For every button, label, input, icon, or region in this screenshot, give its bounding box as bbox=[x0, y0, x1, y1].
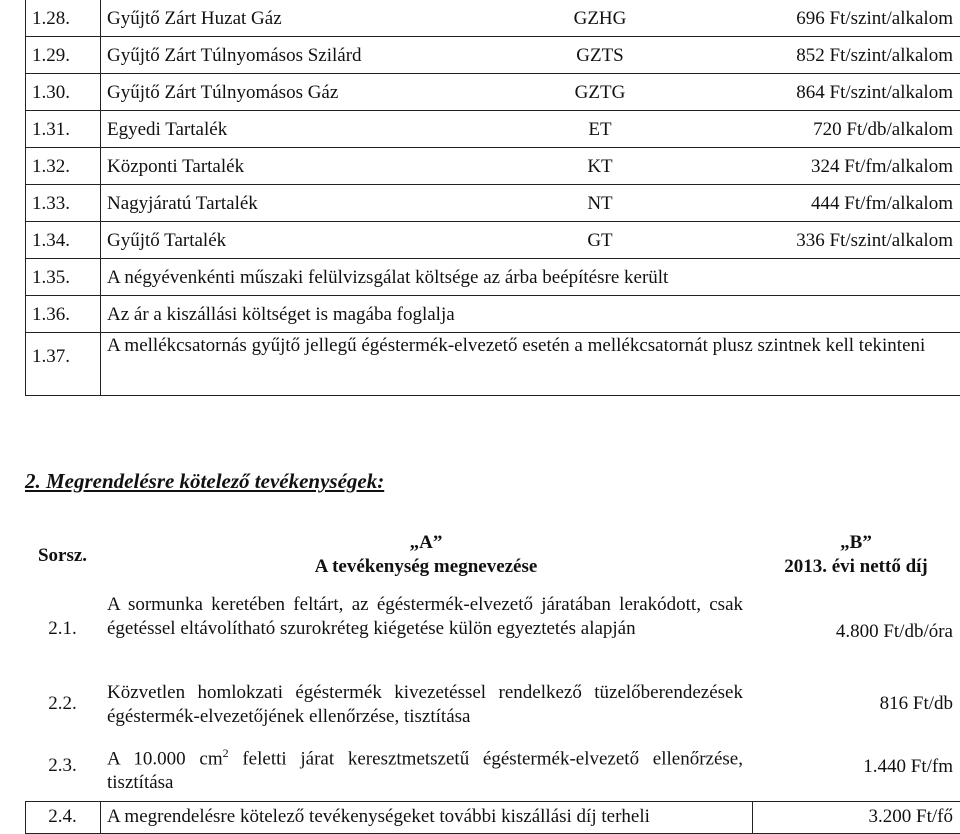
row-description: Közvetlen homlokzati égéstermék kivezetéssel rendelkező tüzelőberendezések égéstermék-elvezetőjének ellenőrzése, tisztítása bbox=[107, 682, 743, 727]
row-description-end: feletti járat keresztmetszetű égéstermék-elvezető ellenőrzése, tisztítása bbox=[107, 748, 743, 794]
row-name: Központi Tartalék bbox=[107, 156, 245, 177]
row-code: GT bbox=[587, 230, 613, 251]
note-number: 1.35. bbox=[32, 267, 70, 288]
row-number: 1.30. bbox=[32, 82, 70, 103]
row-name: Egyedi Tartalék bbox=[107, 119, 228, 140]
row-number: 1.33. bbox=[32, 193, 70, 214]
table-row bbox=[0, 148, 960, 185]
header-a-mark: „A” bbox=[409, 532, 443, 553]
row-price: 816 Ft/db bbox=[879, 693, 953, 714]
header-b-label: 2013. évi nettő díj bbox=[784, 556, 928, 577]
row-description-start: A 10.000 cm bbox=[107, 748, 223, 770]
row-name: Gyűjtő Zárt Túlnyomásos Szilárd bbox=[107, 45, 362, 66]
table-row bbox=[0, 74, 960, 111]
row-code: GZTS bbox=[576, 45, 624, 66]
header-a bbox=[100, 531, 752, 579]
section-title: 2. Megrendelésre kötelező tevékenységek: bbox=[25, 469, 385, 493]
table-row bbox=[0, 37, 960, 74]
row-number: 1.28. bbox=[32, 8, 70, 29]
note-text: A négyévenkénti műszaki felülvizsgálat költsége az árba beépítésre került bbox=[107, 267, 669, 288]
row-name: Nagyjáratú Tartalék bbox=[107, 193, 258, 214]
row-price: 444 Ft/fm/alkalom bbox=[811, 193, 953, 214]
note-row bbox=[0, 296, 960, 333]
row-code: ET bbox=[588, 119, 612, 140]
table-row bbox=[0, 185, 960, 222]
row-code: NT bbox=[587, 193, 613, 214]
row-code: GZTG bbox=[574, 82, 626, 103]
row-divider bbox=[25, 395, 960, 396]
row-name: Gyűjtő Zárt Huzat Gáz bbox=[107, 8, 282, 29]
row-price: 1.440 Ft/fm bbox=[863, 756, 953, 777]
row-name: Gyűjtő Zárt Túlnyomásos Gáz bbox=[107, 82, 339, 103]
header-a-label: A tevékenység megnevezése bbox=[314, 556, 538, 577]
note-number: 1.36. bbox=[32, 304, 70, 325]
row-description: A megrendelésre kötelező tevékenységeket további kiszállási díj terheli bbox=[107, 806, 650, 827]
row-number: 2.2. bbox=[48, 693, 77, 714]
header-b-mark: „B” bbox=[840, 532, 872, 553]
row-price: 336 Ft/szint/alkalom bbox=[796, 230, 953, 251]
note-number: 1.37. bbox=[32, 346, 70, 367]
row-price: 3.200 Ft/fő bbox=[868, 806, 953, 827]
row-price: 696 Ft/szint/alkalom bbox=[796, 8, 953, 29]
row-number: 2.4. bbox=[48, 806, 77, 827]
row-code: GZHG bbox=[573, 8, 627, 29]
row-number: 2.1. bbox=[48, 618, 77, 639]
row-price: 324 Ft/fm/alkalom bbox=[811, 156, 953, 177]
row-number: 1.32. bbox=[32, 156, 70, 177]
row-number: 1.29. bbox=[32, 45, 70, 66]
row-price: 4.800 Ft/db/óra bbox=[835, 621, 953, 642]
superscript: 2 bbox=[222, 746, 229, 760]
header-b bbox=[752, 531, 960, 579]
row-price: 720 Ft/db/alkalom bbox=[813, 119, 953, 140]
note-text: Az ár a kiszállási költséget is magába foglalja bbox=[107, 304, 455, 325]
header-sorsz: Sorsz. bbox=[37, 545, 88, 566]
row-code: KT bbox=[587, 156, 613, 177]
row-number: 1.34. bbox=[32, 230, 70, 251]
row-description: A sormunka keretében feltárt, az égéstermék-elvezető járatában lerakódott, csak égetéssel eltávolítható szurokréteg kiégetése külön egyeztetés alapján bbox=[107, 594, 743, 639]
row-price: 864 Ft/szint/alkalom bbox=[796, 82, 953, 103]
row-name: Gyűjtő Tartalék bbox=[107, 230, 227, 251]
note-text: A mellékcsatornás gyűjtő jellegű égéstermék-elvezető esetén a mellékcsatornát plusz szintnek kell tekinteni bbox=[107, 335, 926, 356]
table-row bbox=[0, 111, 960, 148]
table-row bbox=[0, 0, 960, 37]
table-row bbox=[0, 801, 960, 833]
row-description bbox=[107, 741, 743, 795]
table-row bbox=[0, 222, 960, 259]
note-row bbox=[0, 259, 960, 296]
row-number: 1.31. bbox=[32, 119, 70, 140]
row-number: 2.3. bbox=[48, 755, 77, 776]
row-price: 852 Ft/szint/alkalom bbox=[796, 45, 953, 66]
